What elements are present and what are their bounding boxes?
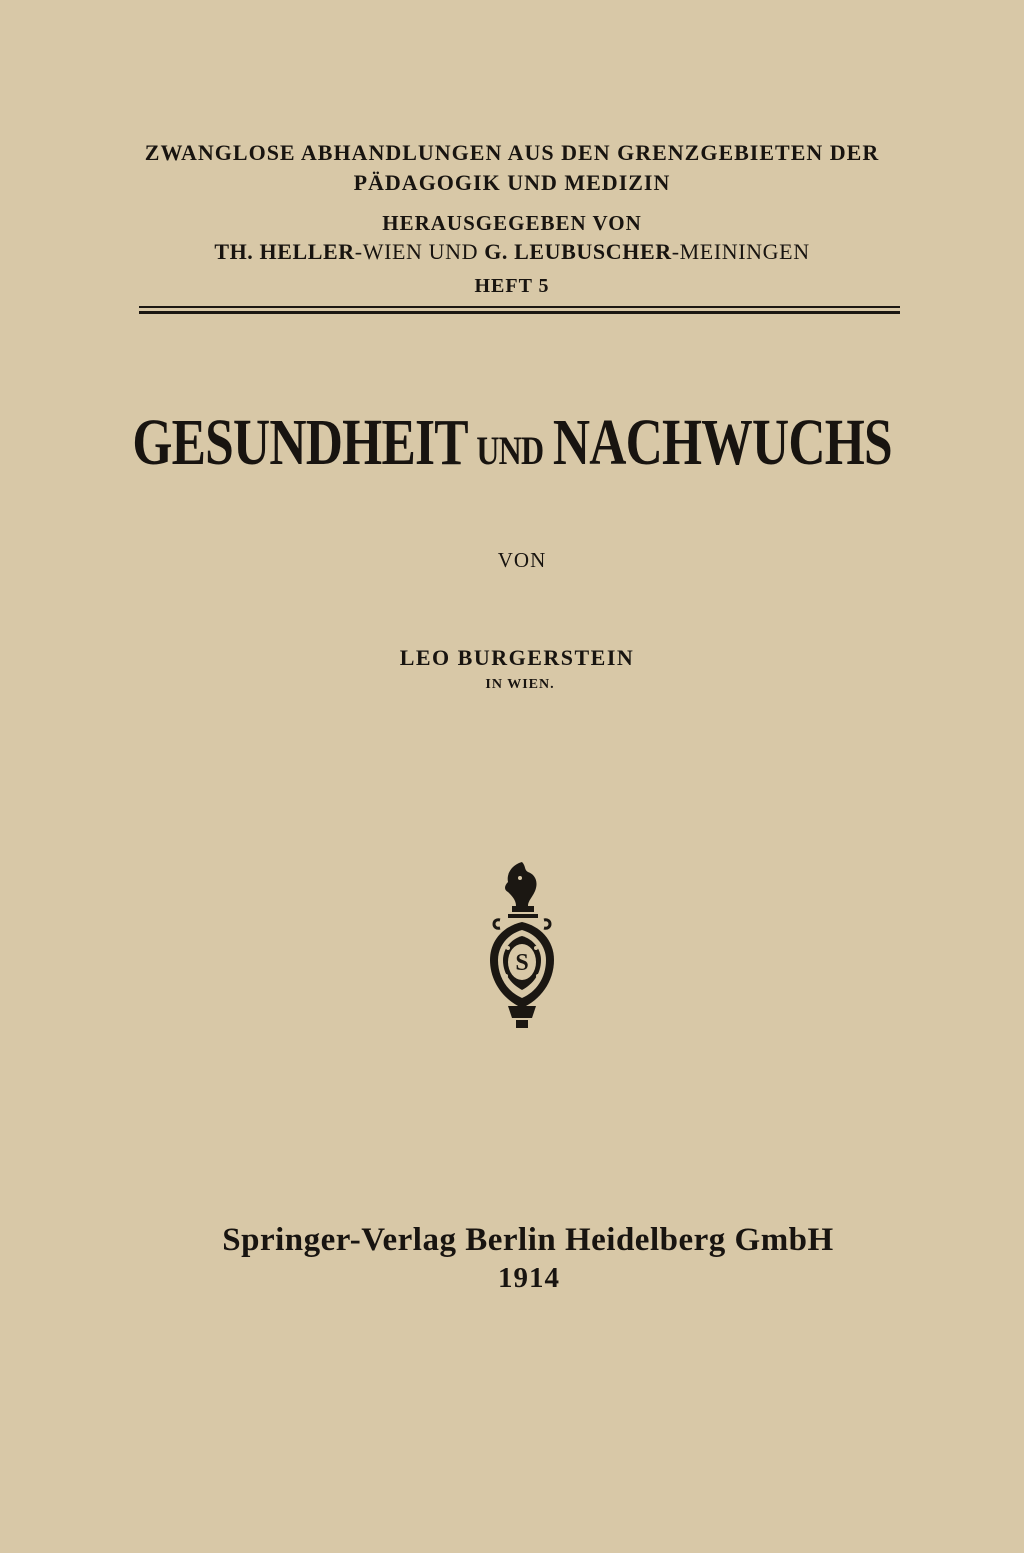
publication-year: 1914 (498, 1262, 560, 1294)
title-conjunction: UND (476, 428, 544, 473)
springer-logo-icon (478, 860, 566, 1032)
editor1-place: -WIEN UND (354, 239, 485, 264)
logo-lettering: S (515, 950, 529, 976)
editors-label: HERAUSGEGEBEN VON (382, 211, 642, 235)
divider-rule-thin (139, 306, 900, 308)
book-title (0, 405, 1024, 481)
editors-line (0, 239, 1024, 265)
divider-rule-thick (139, 311, 900, 314)
author-place: IN WIEN. (485, 677, 555, 692)
series-title-line1: ZWANGLOSE ABHANDLUNGEN AUS DEN GRENZGEBIETEN DER (144, 140, 880, 165)
editor2-place: -MEININGEN (671, 239, 810, 264)
editor2-name: G. LEUBUSCHER (484, 239, 672, 264)
series-title-line2: PÄDAGOGIK UND MEDIZIN (353, 170, 671, 195)
editor1-name: TH. HELLER (214, 239, 355, 264)
author-name: LEO BURGERSTEIN (399, 645, 635, 670)
title-part2: NACHWUCHS (552, 406, 892, 479)
byline-von: VON (497, 548, 547, 572)
title-part1: GESUNDHEIT (132, 406, 468, 479)
issue-number: HEFT 5 (474, 275, 550, 297)
publisher-name: Springer-Verlag Berlin Heidelberg GmbH (222, 1222, 834, 1258)
